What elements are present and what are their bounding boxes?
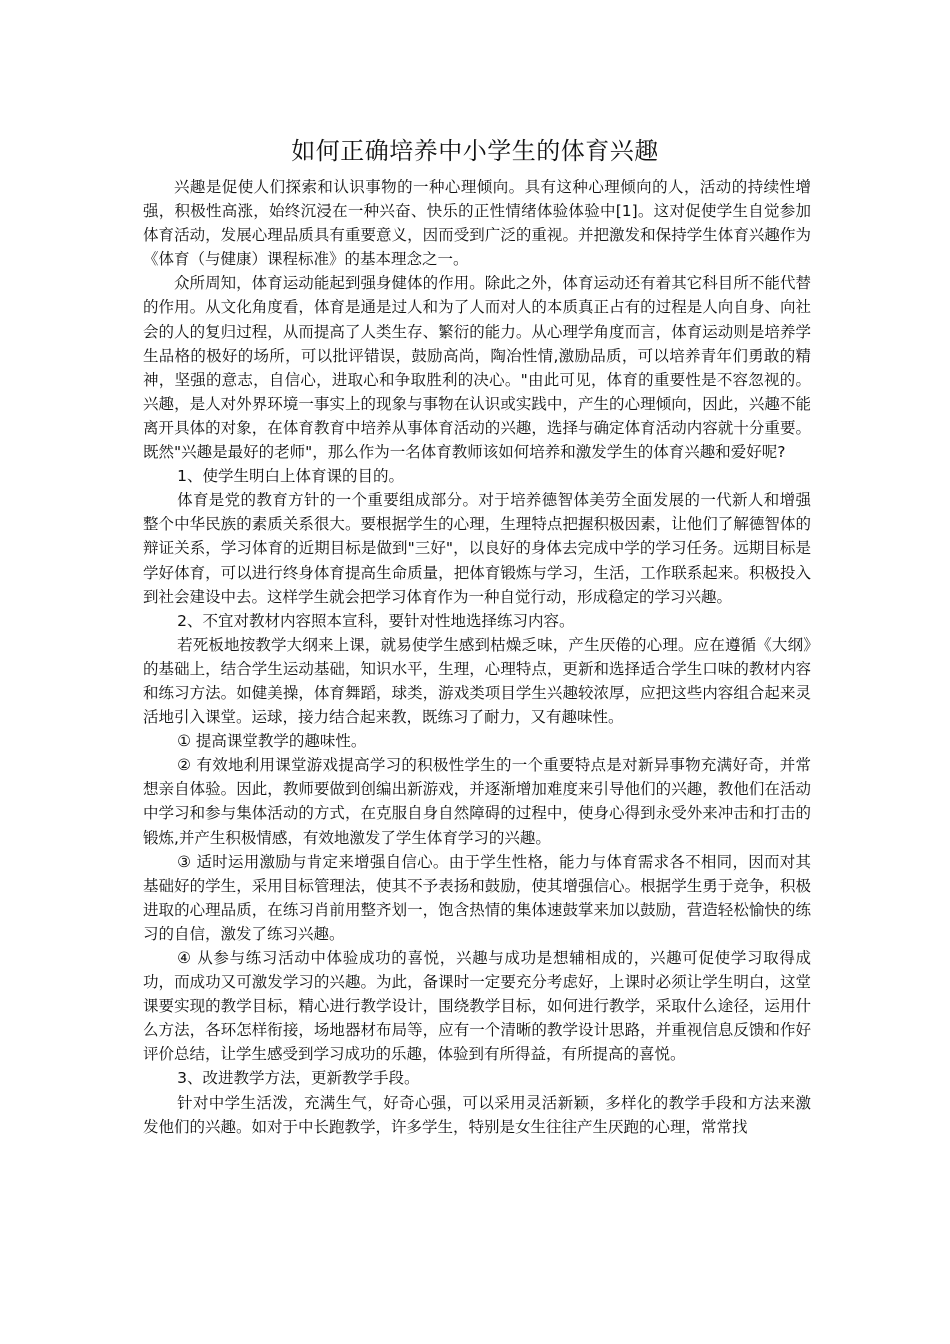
section-heading-2: 2、不宜对教材内容照本宣科，要针对性地选择练习内容。: [177, 611, 575, 630]
paragraph-importance: 众所周知，体育运动能起到强身健体的作用。除此之外，体育运动还有着其它科目所不能代替的作用。从文化角度看，体育是通是过人和为了人而对人的本质真正占有的过程是人向自身、向社会的人的复归过程，从而提高了人类生存、繁衍的能力。从心理学角度而言，体育运动则是培养学生品格的极好的场所，可以批评错误，鼓励高尚，陶冶性情,激励品质，可以培养青年们勇敢的精神，坚强的意志，自信心，进取心和争取胜利的决心。"由此可见，体育的重要性是不容忽视的。 兴趣，是人对外界环境一事实上的现象与事物在认识或实践中，产生的心理倾向，因此，兴趣不能离开具体的对象，在体育教育中培养从事体育活动的兴趣，选择与确定体育活动内容就十分重要。既然"兴趣是最好的老师"，那么作为一名体育教师该如何培养和激发学生的体育兴趣和爱好呢?: [143, 274, 811, 462]
paragraph-methods: 针对中学生活泼，充满生气，好奇心强，可以采用灵活新颖，多样化的教学手段和方法来激发他们的兴趣。如对于中长跑教学，许多学生，特别是女生往往产生厌跑的心理，常常找: [143, 1093, 811, 1136]
document-title: 如何正确培养中小学生的体育兴趣: [291, 137, 659, 165]
list-item-1: ① 提高课堂教学的趣味性。: [177, 732, 367, 751]
paragraph-intro: 兴趣是促使人们探索和认识事物的一种心理倾向。具有这种心理倾向的人，活动的持续性增强，积极性高涨，始终沉浸在一种兴奋、快乐的正性情绪体验体验中[1]。这对促使学生自觉参加体育活动，发展心理品质具有重要意义，因而受到广泛的重视。并把激发和保持学生体育兴趣作为《体育（与健康）课程标准》的基本理念之一。: [143, 178, 811, 269]
paragraph-purpose: 体育是党的教育方针的一个重要组成部分。对于培养德智体美劳全面发展的一代新人和增强整个中华民族的素质关系很大。要根据学生的心理，生理特点把握积极因素，让他们了解德智体的辩证关系，学习体育的近期目标是做到"三好"，以良好的身体去完成中学的学习任务。远期目标是学好体育，可以进行终身体育提高生命质量，把体育锻炼与学习，生活，工作联系起来。积极投入到社会建设中去。这样学生就会把学习体育作为一种自觉行动，形成稳定的学习兴趣。: [143, 491, 811, 606]
list-item-3: ③ 适时运用激励与肯定来增强自信心。由于学生性格，能力与体育需求各不相同，因而对其基础好的学生，采用目标管理法，使其不予表扬和鼓励，使其增强信心。根据学生勇于竞争，积极进取的心理品质，在练习肖前用整齐划一，饱含热情的集体速鼓掌来加以鼓励，营造轻松愉快的练习的自信，激发了练习兴趣。: [143, 852, 811, 943]
document-body: [143, 175, 811, 1139]
list-item-4: ④ 从参与练习活动中体验成功的喜悦，兴趣与成功是想辅相成的，兴趣可促使学习取得成功，而成功又可激发学习的兴趣。为此，备课时一定要充分考虑好，上课时必须让学生明白，这堂课要实现的教学目标，精心进行教学设计，围绕教学目标，如何进行教学，采取什么途径，运用什么方法，各环怎样衔接，场地器材布局等，应有一个清晰的教学设计思路，并重视信息反馈和作好评价总结，让学生感受到学习成功的乐趣，体验到有所得益，有所提高的喜悦。: [143, 949, 811, 1064]
paragraph-content-selection: 若死板地按教学大纲来上课，就易使学生感到枯燥乏味，产生厌倦的心理。应在遵循《大纲》的基础上，结合学生运动基础，知识水平，生理，心理特点，更新和选择适合学生口味的教材内容和练习方法。如健美操，体育舞蹈，球类，游戏类项目学生兴趣较浓厚，应把这些内容组合起来灵活地引入课堂。运球，接力结合起来教，既练习了耐力，又有趣味性。: [143, 635, 811, 727]
section-heading-1: 1、使学生明白上体育课的目的。: [177, 467, 404, 486]
list-item-2: ② 有效地利用课堂游戏提高学习的积极性学生的一个重要特点是对新异事物充满好奇，并常想亲自体验。因此，教师要做到创编出新游戏，并逐渐增加难度来引导他们的兴趣，教他们在活动中学习和参与集体活动的方式，在克服自身自然障碍的过程中，使身心得到永受外来冲击和打击的锻炼,并产生积极情感，有效地激发了学生体育学习的兴趣。: [143, 756, 811, 847]
section-heading-3: 3、改进教学方法，更新教学手段。: [177, 1069, 420, 1088]
